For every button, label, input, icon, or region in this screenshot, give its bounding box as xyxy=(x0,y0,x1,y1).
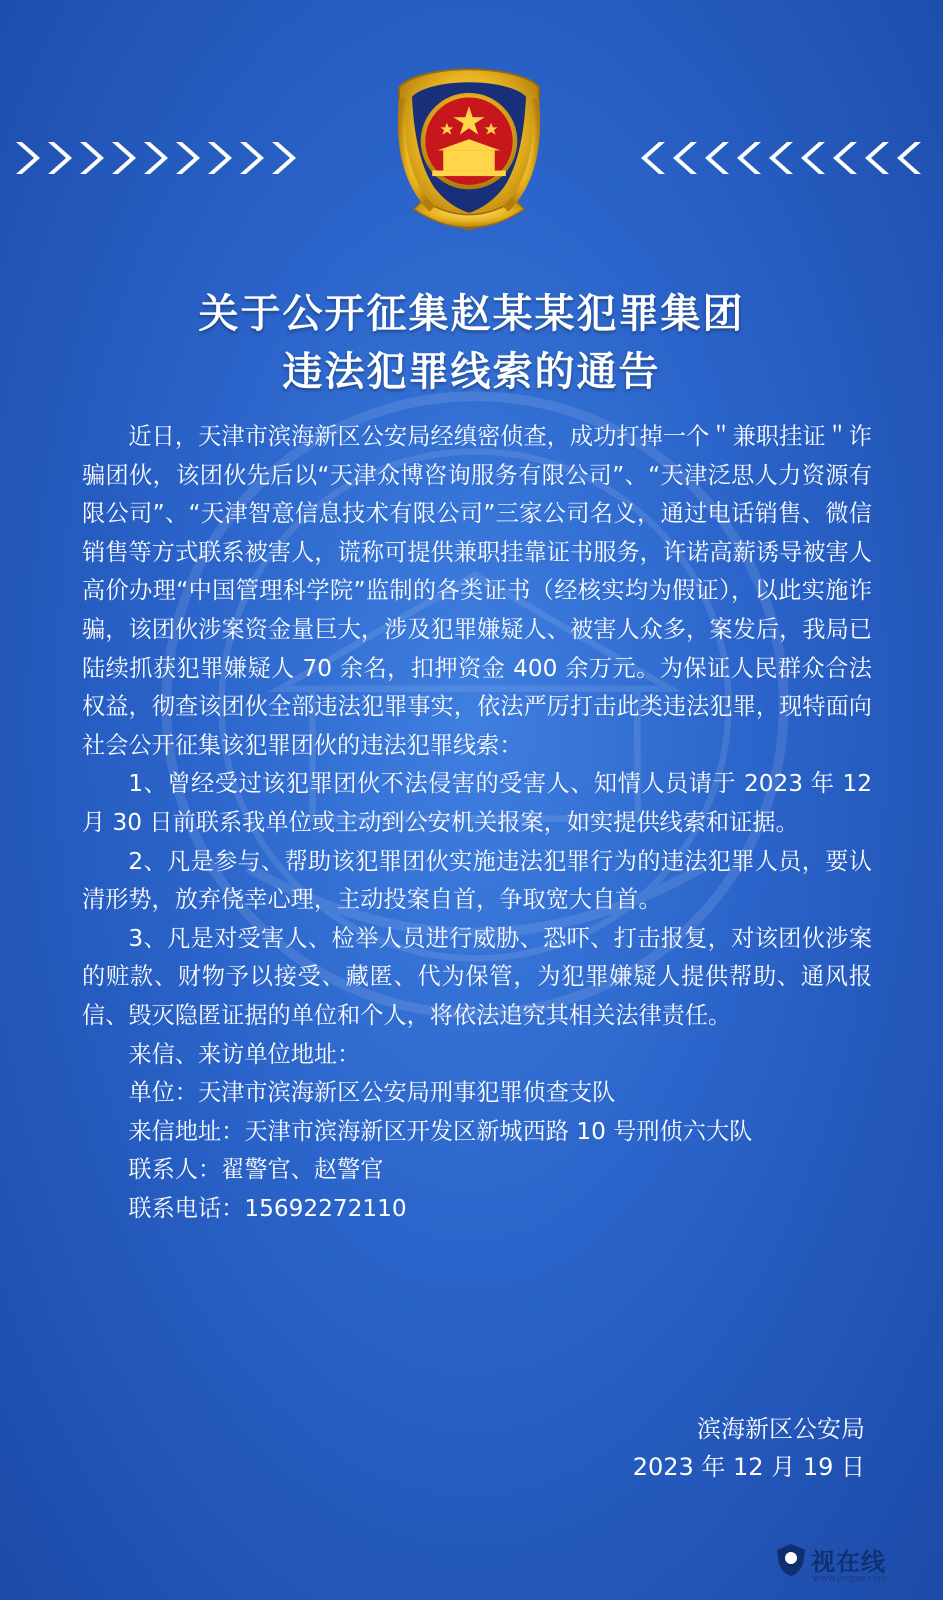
chevron-left-icon xyxy=(801,138,829,178)
chevron-left-icon xyxy=(897,138,925,178)
footer-url: www.jingsw.com xyxy=(813,1574,887,1584)
notice-title-line-2: 违法犯罪线索的通告 xyxy=(282,348,661,395)
police-badge-logo-icon xyxy=(773,1542,809,1578)
chevron-right-icon xyxy=(12,138,40,178)
chevron-left-icon xyxy=(705,138,733,178)
intro-paragraph: 近日，天津市滨海新区公安局经缜密侦查，成功打掉一个＂兼职挂证＂诈骗团伙，该团伙先后以“天津众博咨询服务有限公司”、“天津泛思人力资源有限公司”、“天津智意信息技术有限公司”三家公司名义，通过电话销售、微信销售等方式联系被害人，谎称可提供兼职挂靠证书服务，许诺高薪诱导被害人高价办理“中国管理科学院”监制的各类证书（经核实均为假证），以此实施诈骗，该团伙涉案资金量巨大，涉及犯罪嫌疑人、被害人众多，案发后，我局已陆续抓获犯罪嫌疑人 70 余名，扣押资金 400 余万元。为保证人民群众合法权益，彻查该团伙全部违法犯罪事实，依法严厉打击此类违法犯罪，现特面向社会公开征集该犯罪团伙的违法犯罪线索： xyxy=(82,423,872,759)
right-chevron-row xyxy=(641,138,925,178)
chevron-right-icon xyxy=(236,138,264,178)
phone-line: 联系电话：15692272110 xyxy=(128,1194,407,1222)
chevron-right-icon xyxy=(140,138,168,178)
chevron-right-icon xyxy=(268,138,296,178)
chevron-left-icon xyxy=(769,138,797,178)
chevron-right-icon xyxy=(172,138,200,178)
footer-brand-name: 视在线 xyxy=(811,1547,886,1576)
chevron-left-icon xyxy=(833,138,861,178)
chevron-right-icon xyxy=(44,138,72,178)
footer-watermark-logo xyxy=(773,1540,923,1590)
address-heading: 来信、来访单位地址： xyxy=(128,1040,361,1068)
chevron-left-icon xyxy=(673,138,701,178)
notice-body xyxy=(82,418,872,1228)
police-emblem-icon xyxy=(377,62,561,246)
mail-address-line: 来信地址：天津市滨海新区开发区新城西路 10 号刑侦六大队 xyxy=(128,1117,753,1145)
signature-org: 滨海新区公安局 xyxy=(697,1415,865,1443)
signature-date: 2023 年 12 月 19 日 xyxy=(632,1453,865,1481)
chevron-left-icon xyxy=(737,138,765,178)
unit-line: 单位：天津市滨海新区公安局刑事犯罪侦查支队 xyxy=(128,1079,616,1107)
notice-title-line-1: 关于公开征集赵某某犯罪集团 xyxy=(198,290,745,337)
contact-line: 联系人：翟警官、赵警官 xyxy=(128,1156,384,1184)
left-chevron-row xyxy=(12,138,296,178)
chevron-left-icon xyxy=(641,138,669,178)
chevron-right-icon xyxy=(108,138,136,178)
item-3-paragraph: 3、凡是对受害人、检举人员进行威胁、恐吓、打击报复，对该团伙涉案的赃款、财物予以接受、藏匿、代为保管，为犯罪嫌疑人提供帮助、通风报信、毁灭隐匿证据的单位和个人，将依法追究其相关法律责任。 xyxy=(82,924,872,1029)
signature-block xyxy=(633,1410,865,1486)
chevron-right-icon xyxy=(204,138,232,178)
chevron-right-icon xyxy=(76,138,104,178)
item-2-paragraph: 2、凡是参与、帮助该犯罪团伙实施违法犯罪行为的违法犯罪人员，要认清形势，放弃侥幸心理，主动投案自首，争取宽大自首。 xyxy=(82,847,872,914)
chevron-left-icon xyxy=(865,138,893,178)
item-1-paragraph: 1、曾经受过该犯罪团伙不法侵害的受害人、知情人员请于 2023 年 12 月 30 日前联系我单位或主动到公安机关报案，如实提供线索和证据。 xyxy=(82,770,872,836)
